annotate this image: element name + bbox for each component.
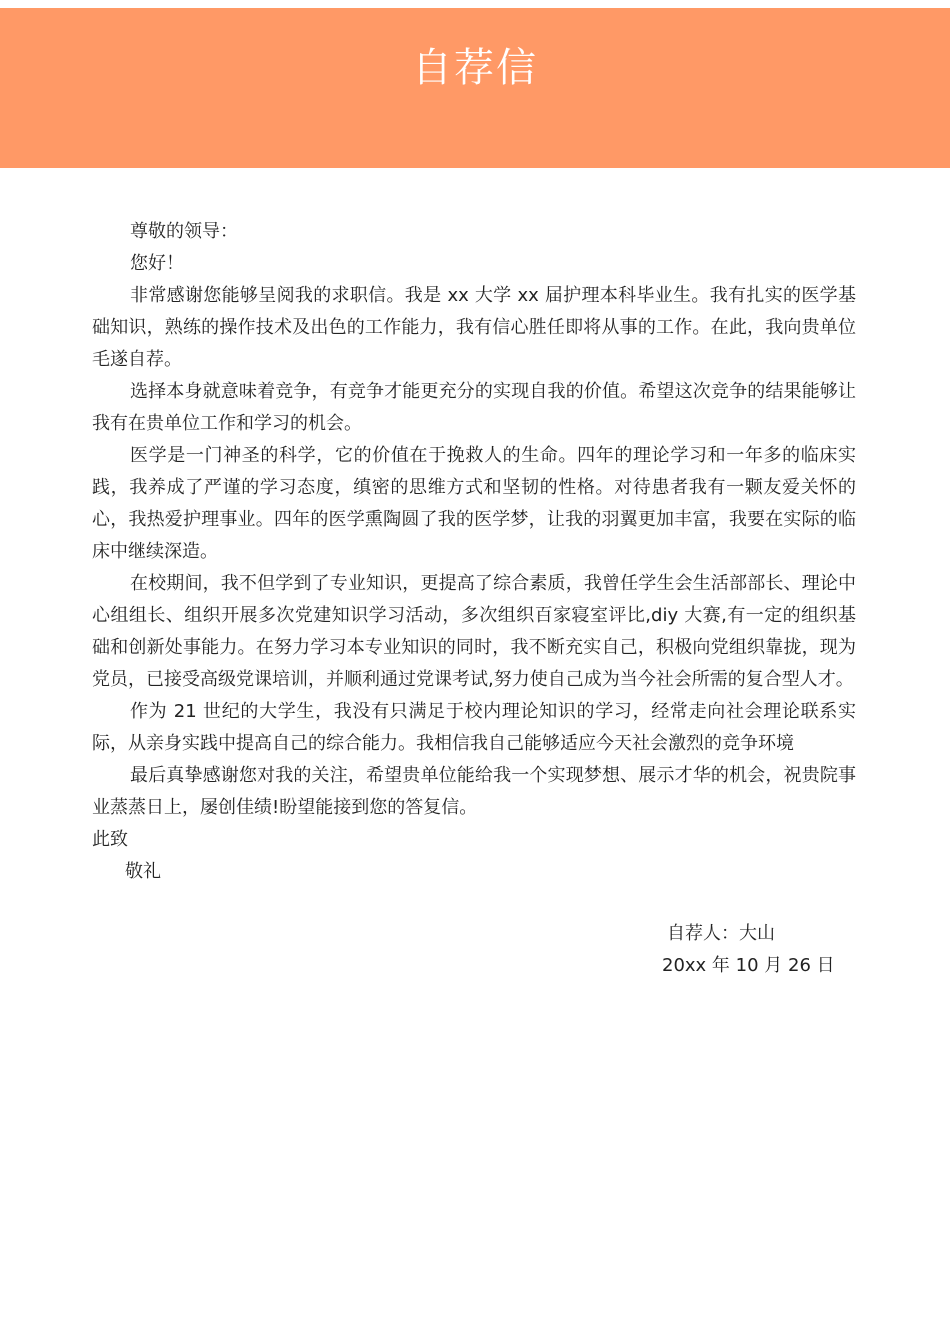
closing-jingli: 敬礼 <box>125 861 161 882</box>
paragraph-medicine: 医学是一门神圣的科学，它的价值在于挽救人的生命。四年的理论学习和一年多的临床实践，我养成了严谨的学习态度，缜密的思维方式和坚韧的性格。对待患者我有一颗友爱关怀的心，我热爱护理事业。四年的医学熏陶圆了我的医学梦，让我的羽翼更加丰富，我要在实际的临床中继续深造。 <box>92 445 856 562</box>
greeting: 您好！ <box>130 253 184 274</box>
signer-name: 自荐人：大山 <box>667 923 775 944</box>
paragraph-closing: 最后真挚感谢您对我的关注，希望贵单位能给我一个实现梦想、展示才华的机会，祝贵院事业蒸蒸日上，屡创佳绩!盼望能接到您的答复信。 <box>92 765 856 818</box>
closing-cizhi: 此致 <box>92 829 128 850</box>
paragraph-practice: 作为 21 世纪的大学生，我没有只满足于校内理论知识的学习，经常走向社会理论联系实际，从亲身实践中提高自己的综合能力。我相信我自己能够适应今天社会激烈的竞争环境 <box>92 701 856 754</box>
paragraph-competition: 选择本身就意味着竞争，有竞争才能更充分的实现自我的价值。希望这次竞争的结果能够让我有在贵单位工作和学习的机会。 <box>92 381 856 434</box>
letter-date: 20xx 年 10 月 26 日 <box>662 955 835 976</box>
paragraph-intro: 非常感谢您能够呈阅我的求职信。我是 xx 大学 xx 届护理本科毕业生。我有扎实的医学基础知识，熟练的操作技术及出色的工作能力，我有信心胜任即将从事的工作。在此，我向贵单位毛遂自荐。 <box>92 285 856 370</box>
page-title: 自荐信 <box>412 45 538 91</box>
letter-body <box>92 216 856 888</box>
salutation: 尊敬的领导： <box>130 221 238 242</box>
paragraph-school: 在校期间，我不但学到了专业知识，更提高了综合素质，我曾任学生会生活部部长、理论中心组组长、组织开展多次党建知识学习活动，多次组织百家寝室评比,diy 大赛,有一定的组织基础和创新处事能力。在努力学习本专业知识的同时，我不断充实自己，积极向党组织靠拢，现为党员，已接受高级党课培训，并顺利通过党课考试,努力使自己成为当今社会所需的复合型人才。 <box>92 573 856 690</box>
signature-block <box>662 918 835 982</box>
